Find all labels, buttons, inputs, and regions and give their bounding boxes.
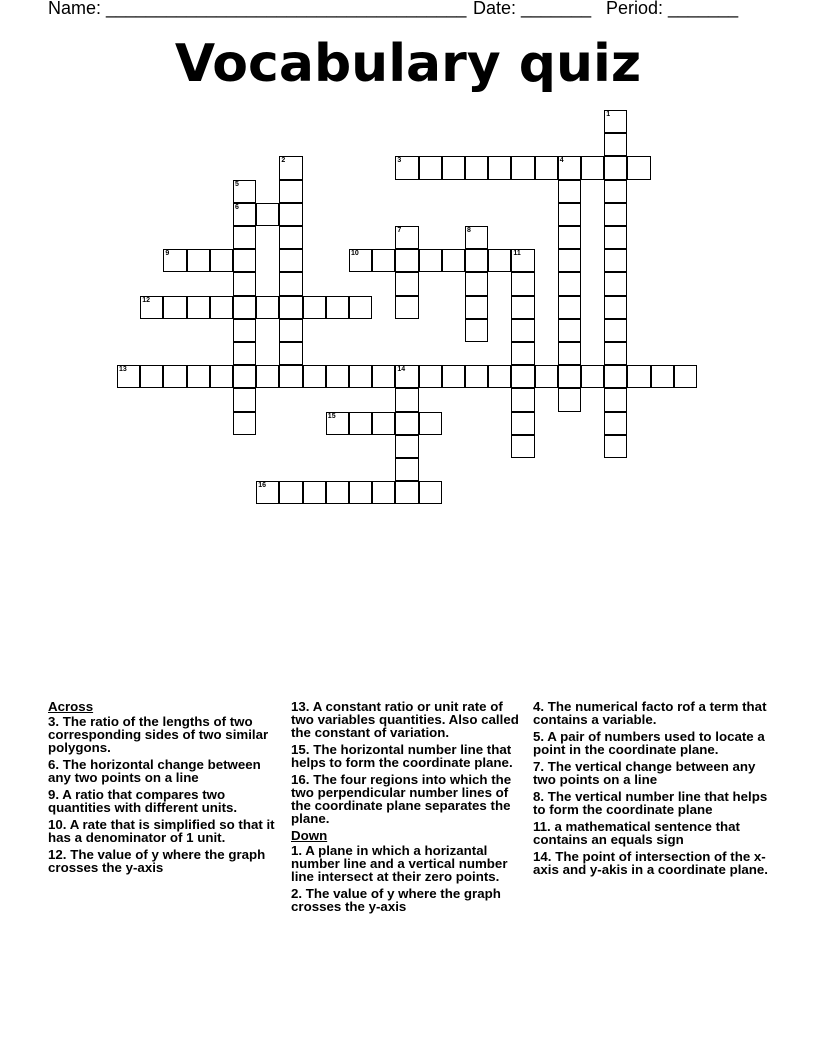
crossword-cell[interactable] [511, 249, 534, 272]
clue-down-5: 5. A pair of numbers used to locate a point in the coordinate plane. [533, 729, 765, 757]
crossword-cell[interactable] [233, 296, 256, 319]
crossword-cell[interactable] [233, 365, 256, 388]
clue-across-9: 9. A ratio that compares two quantities with different units. [48, 787, 238, 815]
clue-number: 15 [327, 412, 336, 420]
period-field[interactable]: Period: _______ [606, 0, 739, 18]
crossword-cell[interactable] [442, 156, 465, 179]
clue-across-6: 6. The horizontal change between any two points on a line [48, 757, 261, 785]
crossword-cell[interactable] [488, 249, 511, 272]
clue-number: 11 [513, 250, 521, 258]
clue-number: 7 [397, 227, 402, 234]
crossword-cell[interactable] [349, 412, 372, 435]
crossword-cell[interactable] [558, 296, 581, 319]
clue-number: 14 [397, 366, 406, 374]
crossword-cell[interactable] [604, 342, 627, 365]
clue-number: 16 [258, 482, 266, 490]
crossword-cell[interactable] [488, 365, 511, 388]
crossword-cell[interactable] [279, 365, 302, 388]
crossword-cell[interactable] [279, 203, 302, 226]
crossword-cell[interactable] [465, 296, 488, 319]
crossword-cell[interactable] [140, 296, 163, 319]
crossword-cell[interactable] [558, 388, 581, 411]
crossword-cell[interactable] [651, 365, 674, 388]
crossword-cell[interactable] [233, 388, 256, 411]
crossword-cell[interactable] [326, 481, 349, 504]
crossword-cell[interactable] [372, 412, 395, 435]
crossword-cell[interactable] [627, 365, 650, 388]
crossword-cell[interactable] [419, 412, 442, 435]
clue-number: 12 [142, 296, 150, 304]
crossword-cell[interactable] [187, 296, 210, 319]
crossword-cell[interactable] [395, 156, 418, 179]
clue-down-4: 4. The numerical facto rof a term that contains a variable. [533, 699, 767, 727]
crossword-cell[interactable] [604, 203, 627, 226]
crossword-cell[interactable] [233, 272, 256, 295]
crossword-cell[interactable] [140, 365, 163, 388]
clue-across-16: 16. The four regions into which the two perpendicular number lines of the coordinate plane separates the plane. [291, 772, 512, 826]
crossword-cell[interactable] [511, 342, 534, 365]
crossword-cell[interactable] [233, 249, 256, 272]
across-heading: Across [48, 699, 94, 714]
crossword-cell[interactable] [511, 435, 534, 458]
crossword-cell[interactable] [511, 412, 534, 435]
crossword-cell[interactable] [488, 156, 511, 179]
crossword-cell[interactable] [349, 296, 372, 319]
crossword-cell[interactable] [558, 342, 581, 365]
clue-number: 1 [606, 111, 611, 118]
crossword-cell[interactable] [187, 249, 210, 272]
clue-down-14: 14. The point of intersection of the x-axis and y-akis in a coordinate plane. [533, 849, 768, 877]
clue-down-1: 1. A plane in which a horizantal number line and a vertical number line intersect at their zero points. [291, 843, 508, 884]
crossword-cell[interactable] [604, 435, 627, 458]
crossword-cell[interactable] [233, 342, 256, 365]
crossword-cell[interactable] [604, 156, 627, 179]
crossword-cell[interactable] [465, 226, 488, 249]
crossword-cell[interactable] [604, 319, 627, 342]
crossword-cell[interactable] [349, 481, 372, 504]
crossword-cell[interactable] [326, 365, 349, 388]
crossword-cell[interactable] [558, 203, 581, 226]
crossword-cell[interactable] [210, 296, 233, 319]
crossword-cell[interactable] [395, 365, 418, 388]
date-field[interactable]: Date: _______ [473, 0, 592, 18]
crossword-cell[interactable] [210, 365, 233, 388]
down-heading: Down [291, 828, 328, 843]
page-title: Vocabulary quiz [174, 34, 642, 94]
crossword-cell[interactable] [604, 133, 627, 156]
crossword-cell[interactable] [233, 226, 256, 249]
clue-across-3: 3. The ratio of the lengths of two corresponding sides of two similar polygons. [48, 714, 269, 755]
crossword-cell[interactable] [511, 156, 534, 179]
crossword-cell[interactable] [558, 249, 581, 272]
clue-down-11: 11. a mathematical sentence that contains an equals sign [533, 819, 740, 847]
clue-down-8: 8. The vertical number line that helps to form the coordinate plane [533, 789, 768, 817]
crossword-cell[interactable] [419, 249, 442, 272]
crossword-cell[interactable] [279, 296, 302, 319]
crossword-cell[interactable] [465, 319, 488, 342]
crossword-cell[interactable] [279, 481, 302, 504]
crossword-cell[interactable] [581, 365, 604, 388]
crossword-cell[interactable] [581, 156, 604, 179]
crossword-cell[interactable] [163, 365, 186, 388]
clue-number: 3 [397, 157, 402, 165]
crossword-cell[interactable] [465, 249, 488, 272]
crossword-cell[interactable] [442, 365, 465, 388]
crossword-cell[interactable] [604, 388, 627, 411]
crossword-cell[interactable] [279, 156, 302, 179]
crossword-cell[interactable] [303, 481, 326, 504]
crossword-cell[interactable] [256, 481, 279, 504]
crossword-cell[interactable] [395, 388, 418, 411]
crossword-cell[interactable] [604, 296, 627, 319]
crossword-cell[interactable] [604, 226, 627, 249]
crossword-cell[interactable] [303, 365, 326, 388]
crossword-cell[interactable] [279, 272, 302, 295]
crossword-cell[interactable] [558, 272, 581, 295]
clues-column-2 [291, 700, 527, 917]
crossword-cell[interactable] [326, 296, 349, 319]
crossword-cell[interactable] [442, 249, 465, 272]
crossword-cell[interactable] [395, 226, 418, 249]
clue-number: 13 [119, 366, 127, 374]
clue-down-7: 7. The vertical change between any two points on a line [533, 759, 756, 787]
crossword-cell[interactable] [511, 272, 534, 295]
crossword-cell[interactable] [419, 481, 442, 504]
crossword-cell[interactable] [372, 481, 395, 504]
crossword-cell[interactable] [511, 319, 534, 342]
crossword-cell[interactable] [627, 156, 650, 179]
clue-across-10: 10. A rate that is simplified so that it has a denominator of 1 unit. [48, 817, 275, 845]
clue-number: 6 [235, 203, 239, 211]
crossword-cell[interactable] [233, 203, 256, 226]
crossword-cell[interactable] [163, 296, 186, 319]
crossword-cell[interactable] [604, 412, 627, 435]
crossword-cell[interactable] [465, 272, 488, 295]
crossword-cell[interactable] [604, 249, 627, 272]
crossword-cell[interactable] [558, 156, 581, 179]
crossword-cell[interactable] [210, 249, 233, 272]
crossword-cell[interactable] [349, 365, 372, 388]
crossword-cell[interactable] [511, 365, 534, 388]
crossword-cell[interactable] [511, 296, 534, 319]
clue-down-2: 2. The value of y where the graph crosses the y-axis [291, 886, 501, 914]
crossword-cell[interactable] [395, 481, 418, 504]
crossword-cell[interactable] [279, 249, 302, 272]
clue-across-13: 13. A constant ratio or unit rate of two variables quantities. Also called the constant of variation. [291, 699, 519, 740]
crossword-cell[interactable] [163, 249, 186, 272]
crossword-cell[interactable] [372, 249, 395, 272]
clue-across-15: 15. The horizontal number line that helps to form the coordinate plane. [291, 742, 513, 770]
crossword-cell[interactable] [279, 342, 302, 365]
crossword-cell[interactable] [256, 365, 279, 388]
crossword-cell[interactable] [117, 365, 140, 388]
crossword-cell[interactable] [256, 203, 279, 226]
crossword-cell[interactable] [326, 412, 349, 435]
clue-number: 2 [281, 157, 286, 165]
crossword-cell[interactable] [395, 296, 418, 319]
crossword-cell[interactable] [465, 156, 488, 179]
crossword-cell[interactable] [256, 296, 279, 319]
clue-number: 4 [559, 157, 564, 165]
crossword-cell[interactable] [395, 272, 418, 295]
name-field[interactable]: Name: ____________________________________ [48, 0, 467, 18]
crossword-cell[interactable] [535, 365, 558, 388]
crossword-cell[interactable] [395, 412, 418, 435]
crossword-cell[interactable] [465, 365, 488, 388]
crossword-cell[interactable] [558, 180, 581, 203]
crossword-cell[interactable] [372, 365, 395, 388]
crossword-cell[interactable] [419, 156, 442, 179]
clue-number: 10 [351, 250, 359, 258]
crossword-cell[interactable] [233, 319, 256, 342]
crossword-cell[interactable] [604, 272, 627, 295]
crossword-cell[interactable] [395, 435, 418, 458]
crossword-cell[interactable] [187, 365, 210, 388]
crossword-cell[interactable] [279, 180, 302, 203]
crossword-cell[interactable] [511, 388, 534, 411]
crossword-cell[interactable] [558, 365, 581, 388]
crossword-cell[interactable] [419, 365, 442, 388]
crossword-cell[interactable] [395, 249, 418, 272]
crossword-cell[interactable] [604, 110, 627, 133]
clue-number: 5 [235, 180, 239, 188]
crossword-cell[interactable] [558, 226, 581, 249]
crossword-cell[interactable] [395, 458, 418, 481]
crossword-cell[interactable] [349, 249, 372, 272]
crossword-cell[interactable] [279, 226, 302, 249]
crossword-cell[interactable] [604, 365, 627, 388]
clues-column-3 [533, 700, 769, 880]
crossword-cell[interactable] [233, 180, 256, 203]
clue-number: 8 [467, 227, 471, 234]
crossword-cell[interactable] [604, 180, 627, 203]
crossword-cell[interactable] [558, 319, 581, 342]
crossword-cell[interactable] [535, 156, 558, 179]
crossword-cell[interactable] [674, 365, 697, 388]
crossword-cell[interactable] [233, 412, 256, 435]
crossword-cell[interactable] [279, 319, 302, 342]
clue-number: 9 [165, 250, 170, 258]
crossword-cell[interactable] [303, 296, 326, 319]
clues-column-1 [48, 700, 284, 878]
clue-across-12: 12. The value of y where the graph crosses the y-axis [48, 847, 266, 875]
